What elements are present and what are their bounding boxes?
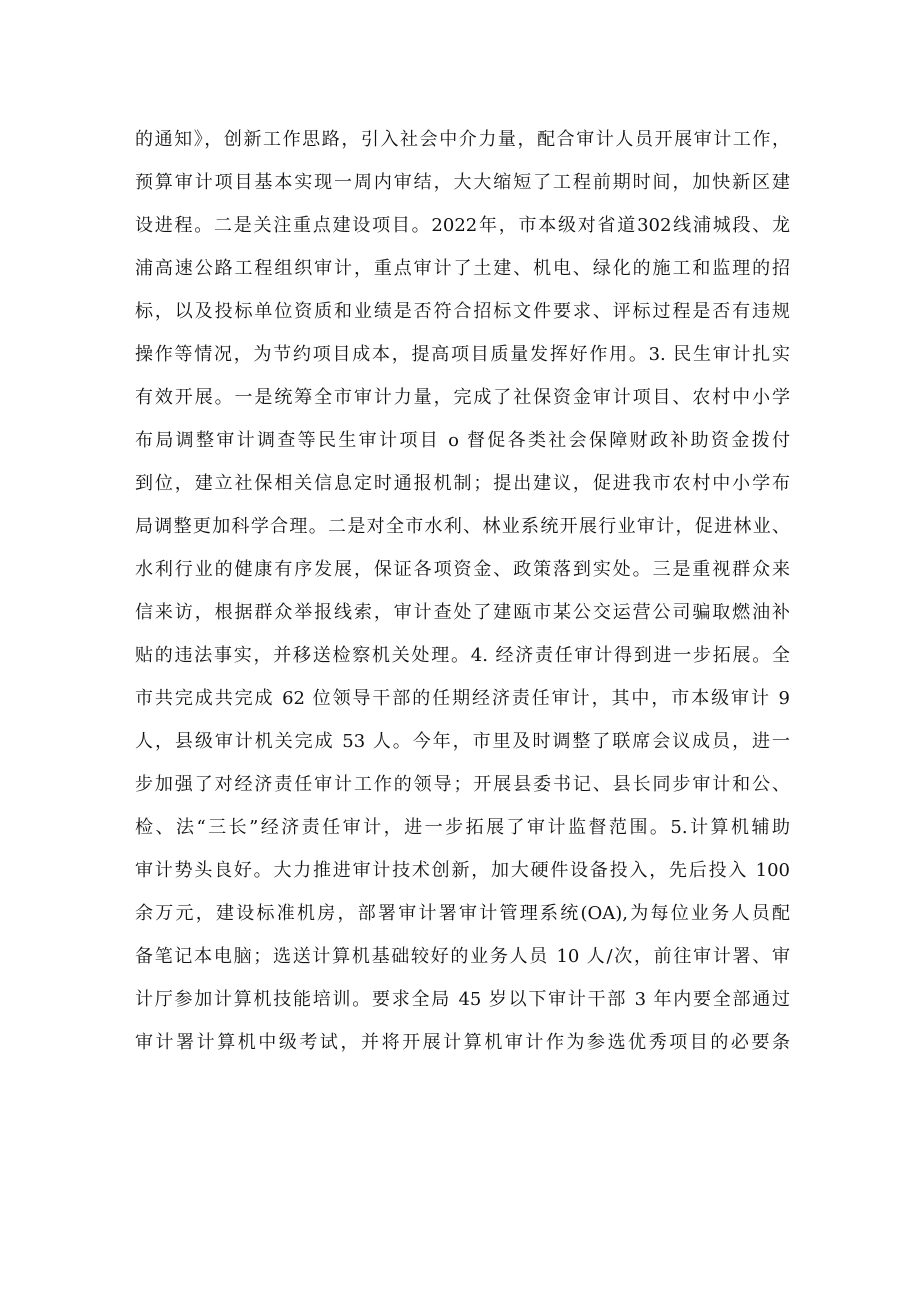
text-line: 标，以及投标单位资质和业绩是否符合招标文件要求、评标过程是否有违规: [135, 301, 790, 322]
text-line: 到位，建立社保相关信息定时通报机制；提出建议，促进我市农村中小学布: [135, 473, 790, 494]
text-line: 计厅参加计算机技能培训。要求全局 45 岁以下审计干部 3 年内要全部通过: [135, 989, 790, 1010]
text-line: 布局调整审计调查等民生审计项目 o 督促各类社会保障财政补助资金拨付: [135, 430, 790, 451]
body-text: [135, 118, 790, 1064]
text-line: 步加强了对经济责任审计工作的领导；开展县委书记、县长同步审计和公、: [135, 774, 790, 795]
text-line: 浦高速公路工程组织审计，重点审计了土建、机电、绿化的施工和监理的招: [135, 258, 790, 279]
text-line: 市共完成共完成 62 位领导干部的任期经济责任审计，其中，市本级审计 9: [135, 688, 790, 709]
text-line: 贴的违法事实，并移送检察机关处理。4. 经济责任审计得到进一步拓展。全: [135, 645, 790, 666]
text-line: 的通知》，创新工作思路，引入社会中介力量，配合审计人员开展审计工作，: [135, 129, 790, 150]
text-line: 审计势头良好。大力推进审计技术创新，加大硬件设备投入，先后投入 100: [135, 860, 790, 881]
text-line: 信来访，根据群众举报线索，审计查处了建瓯市某公交运营公司骗取燃油补: [135, 602, 790, 623]
text-line: 审计署计算机中级考试，并将开展计算机审计作为参选优秀项目的必要条: [135, 1032, 790, 1053]
text-line: 预算审计项目基本实现一周内审结，大大缩短了工程前期时间，加快新区建: [135, 172, 790, 193]
text-line: 操作等情况，为节约项目成本，提高项目质量发挥好作用。3. 民生审计扎实: [135, 344, 790, 365]
text-line: 余万元，建设标准机房，部署审计署审计管理系统(OA),为每位业务人员配: [135, 903, 790, 924]
text-line: 设进程。二是关注重点建设项目。2022年，市本级对省道302线浦城段、龙: [135, 215, 790, 236]
text-line: 备笔记本电脑；选送计算机基础较好的业务人员 10 人/次，前往审计署、审: [135, 946, 790, 967]
text-line: 检、法“三长”经济责任审计，进一步拓展了审计监督范围。5.计算机辅助: [135, 817, 790, 838]
text-line: 局调整更加科学合理。二是对全市水利、林业系统开展行业审计，促进林业、: [135, 516, 790, 537]
text-line: 水利行业的健康有序发展，保证各项资金、政策落到实处。三是重视群众来: [135, 559, 790, 580]
text-line: 有效开展。一是统筹全市审计力量，完成了社保资金审计项目、农村中小学: [135, 387, 790, 408]
text-line: 人，县级审计机关完成 53 人。今年，市里及时调整了联席会议成员，进一: [135, 731, 790, 752]
